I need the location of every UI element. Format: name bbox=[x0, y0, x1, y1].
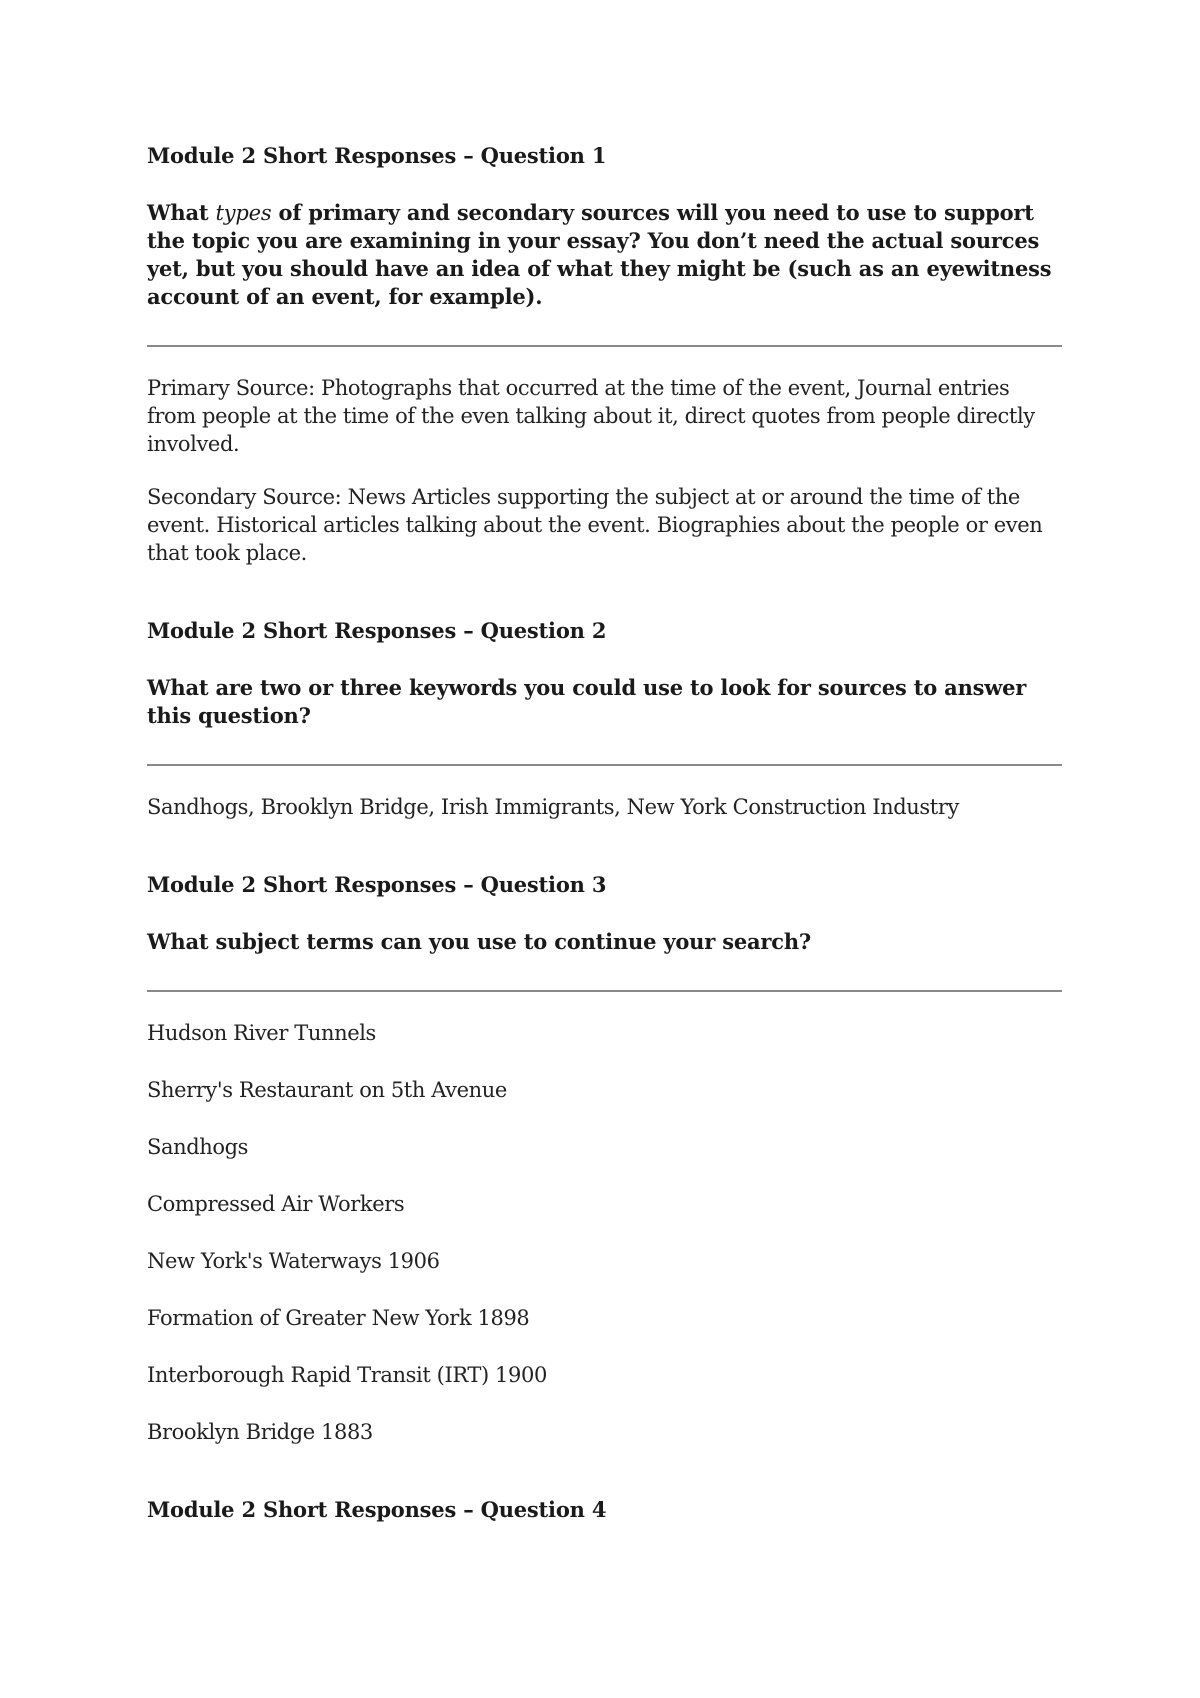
q2-question: What are two or three keywords you could use to look for sources to answer this question? bbox=[147, 675, 1027, 728]
q2-heading: Module 2 Short Responses – Question 2 bbox=[147, 618, 607, 643]
document-page bbox=[147, 142, 1062, 1524]
q3-question: What subject terms can you use to continue your search? bbox=[147, 929, 812, 954]
q3-answer-item: New York's Waterways 1906 bbox=[147, 1249, 440, 1273]
q3-answer-item: Hudson River Tunnels bbox=[147, 1021, 376, 1045]
q1-question-emphasis: types bbox=[215, 201, 272, 225]
q1-question: What types of primary and secondary sources will you need to use to support the topic you are examining in your essay? You don’t need the actual sources yet, but you should have an idea of what they might be (such as an eyewitness account of an event, for example). bbox=[147, 200, 1052, 309]
q3-answer-item: Sandhogs bbox=[147, 1135, 249, 1159]
q3-answer-item: Sherry's Restaurant on 5th Avenue bbox=[147, 1078, 507, 1102]
q4-heading: Module 2 Short Responses – Question 4 bbox=[147, 1497, 607, 1522]
q2-answer-divider bbox=[147, 764, 1062, 766]
q1-answer-primary: Primary Source: Photographs that occurred at the time of the event, Journal entries from people at the time of the even talking about it, direct quotes from people directly involved. bbox=[147, 376, 1035, 456]
q3-answer-item: Compressed Air Workers bbox=[147, 1192, 405, 1216]
q3-heading: Module 2 Short Responses – Question 3 bbox=[147, 872, 607, 897]
q3-answer-item: Brooklyn Bridge 1883 bbox=[147, 1420, 373, 1444]
q3-answer-item: Interborough Rapid Transit (IRT) 1900 bbox=[147, 1363, 547, 1387]
q2-answer: Sandhogs, Brooklyn Bridge, Irish Immigrants, New York Construction Industry bbox=[147, 795, 959, 819]
q3-answer-item: Formation of Greater New York 1898 bbox=[147, 1306, 530, 1330]
q1-heading: Module 2 Short Responses – Question 1 bbox=[147, 143, 607, 168]
q1-answer-divider bbox=[147, 345, 1062, 347]
q3-answer-divider bbox=[147, 990, 1062, 992]
q1-answer-secondary: Secondary Source: News Articles supporting the subject at or around the time of the event. Historical articles talking about the event. Biographies about the people or even that took place. bbox=[147, 485, 1043, 565]
